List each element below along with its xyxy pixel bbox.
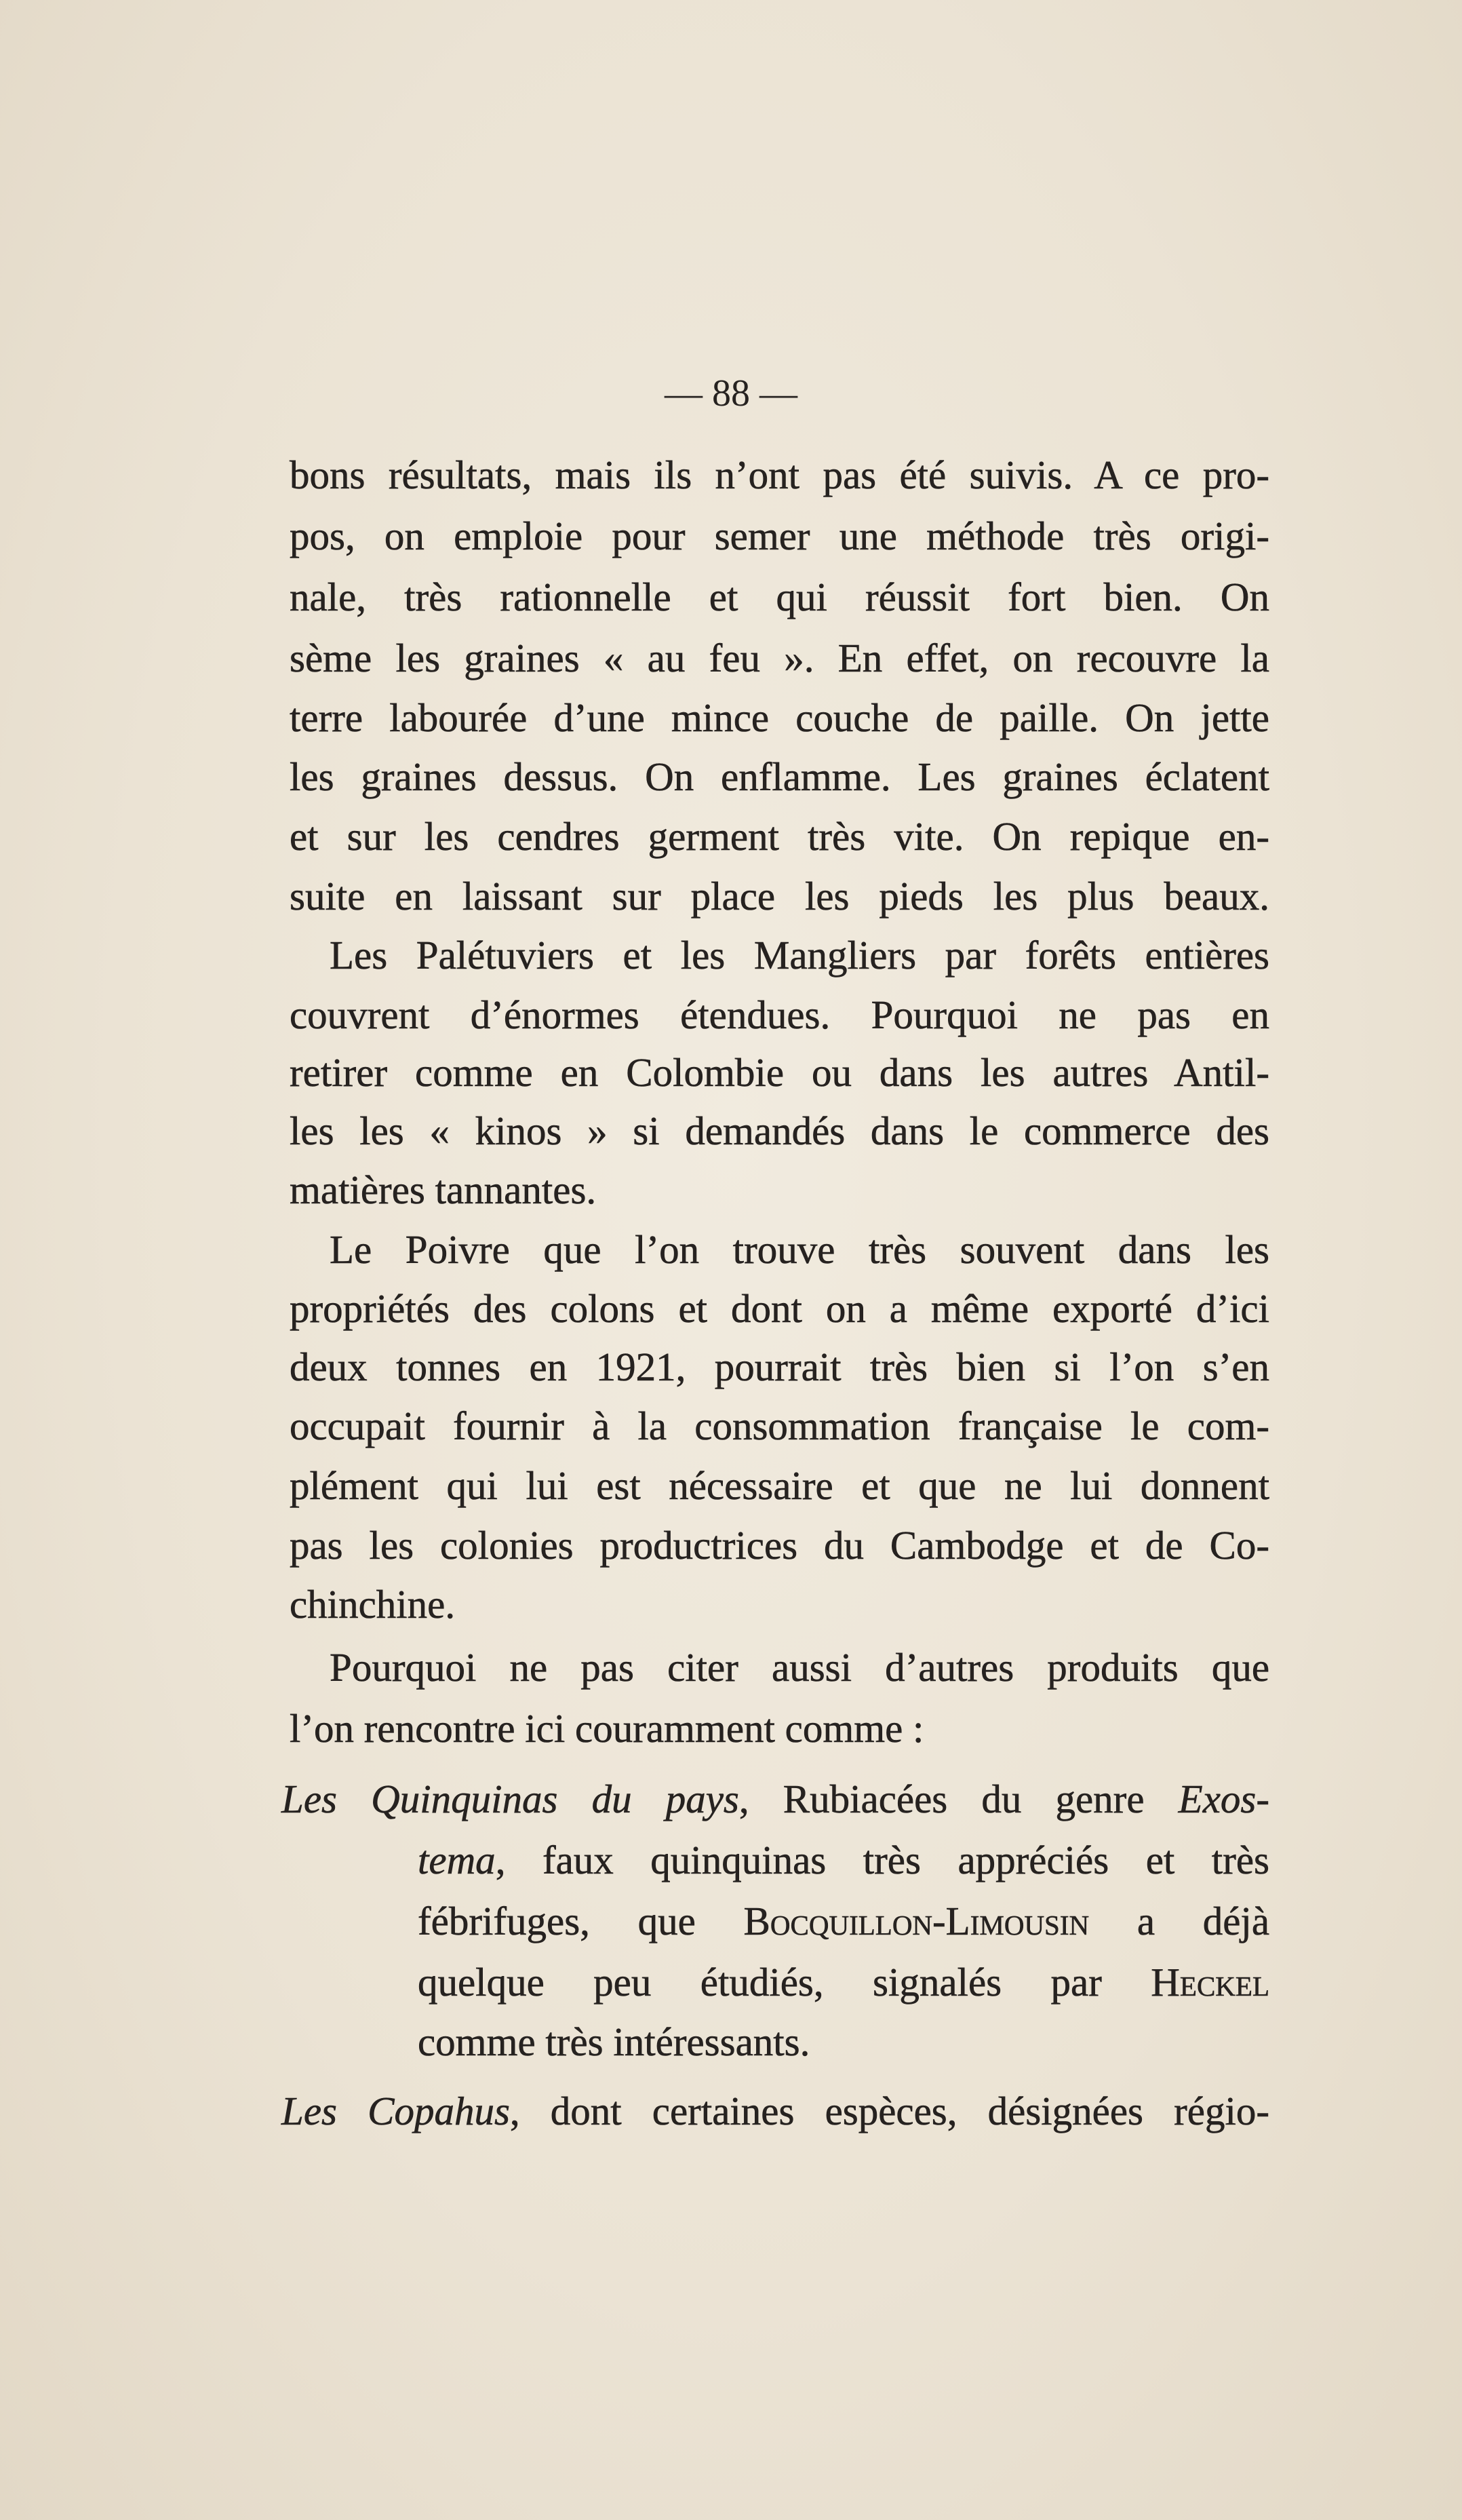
text-run: Pourquoi ne pas citer aussi d’autres produits que [330,1645,1269,1690]
text-line [330,1220,1269,1279]
text-run: plément qui lui est nécessaire et que ne lui donnent [290,1463,1269,1508]
text-run: les les « kinos » si demandés dans le commerce des [290,1108,1269,1153]
small-caps-name: Heckel [1151,1960,1269,2004]
italic-text: tema [418,1838,496,1882]
text-run: propriétés des colons et dont on a même exporté d’ici [290,1286,1269,1331]
text-line [290,1337,1269,1397]
text-line [290,567,1269,627]
text-run: Le Poivre que l’on trouve très souvent dans les [330,1227,1269,1272]
text-run: l’on rencontre ici couramment comme : [290,1706,924,1751]
text-line [418,1830,1269,1890]
text-line [418,1891,1269,1951]
text-run: comme très intéressants. [418,2019,810,2064]
text-run: pos, on emploie pour semer une méthode très origi- [290,513,1269,558]
small-caps-name: Bocquillon-Limousin [743,1899,1090,1943]
text-line [290,866,1269,926]
text-run: pas les colonies productrices du Cambodge et de Co- [290,1523,1269,1568]
italic-text: Les Copahus [281,2089,510,2133]
text-run: , dont certaines espèces, désignées régio- [509,2089,1269,2133]
text-run: suite en laissant sur place les pieds les plus beaux. [290,874,1269,918]
text-line [290,445,1269,505]
text-line [290,1515,1269,1575]
text-line [290,807,1269,866]
text-run: terre labourée d’une mince couche de paille. On jette [290,695,1269,740]
text-line [290,1574,1269,1634]
text-line [290,1101,1269,1161]
text-line [290,747,1269,807]
text-run: sème les graines « au feu ». En effet, on recouvre la [290,636,1269,680]
text-run: occupait fournir à la consommation française le com- [290,1403,1269,1448]
text-run: Les Palétuviers et les Mangliers par forêts entières [330,933,1269,977]
text-line [290,1396,1269,1456]
text-run: bons résultats, mais ils n’ont pas été suivis. A ce pro- [290,452,1269,497]
text-run: , Rubiacées du genre [738,1777,1179,1821]
text-line [290,628,1269,688]
text-run: chinchine. [290,1582,456,1627]
text-line [281,1769,1269,1829]
text-run: nale, très rationnelle et qui réussit fort bien. On [290,575,1269,619]
text-run: et sur les cendres germent très vite. On repique en- [290,814,1269,859]
text-line [330,925,1269,985]
text-line [290,985,1269,1045]
text-run: deux tonnes en 1921, pourrait très bien si l’on s’en [290,1344,1269,1389]
italic-text: Les Quinquinas du pays [281,1777,739,1821]
text-run: couvrent d’énormes étendues. Pourquoi ne pas en [290,992,1269,1037]
text-line [290,1043,1269,1102]
text-line [290,1699,1269,1758]
text-line [330,1637,1269,1697]
text-line [418,2012,1269,2072]
text-line [290,1279,1269,1338]
page-number: — 88 — [665,372,797,414]
text-line [281,2081,1269,2141]
italic-text: Exos- [1178,1777,1269,1821]
text-run: quelque peu étudiés, signalés par [418,1960,1151,2004]
text-run: a déjà [1089,1899,1270,1943]
text-run: matières tannantes. [290,1167,597,1212]
text-line [290,1160,1269,1220]
text-line [290,688,1269,748]
text-run: retirer comme en Colombie ou dans les autres Antil- [290,1050,1269,1095]
text-line [290,1456,1269,1515]
text-run: les graines dessus. On enflamme. Les graines éclatent [290,754,1269,799]
text-line [418,1952,1269,2012]
text-line [290,506,1269,566]
text-run: , faux quinquinas très appréciés et très [495,1838,1269,1882]
text-run: fébrifuges, que [418,1899,744,1943]
